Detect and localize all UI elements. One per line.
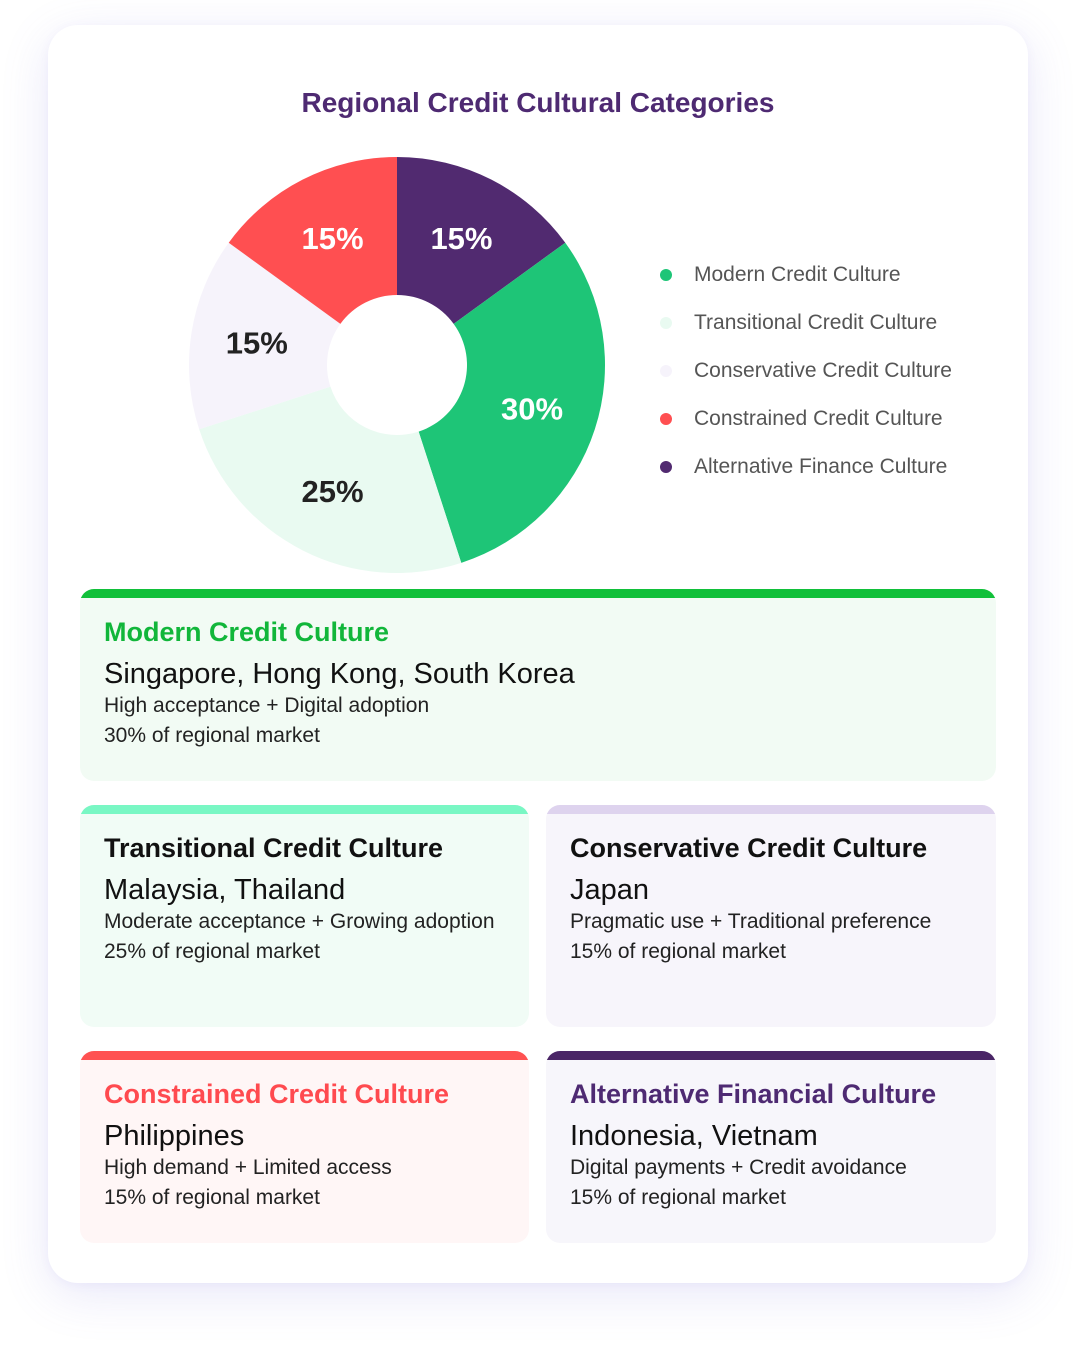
panel-regions: Malaysia, Thailand <box>104 874 346 906</box>
panel-description: High demand + Limited access <box>104 1156 392 1179</box>
panel-modern-credit-culture <box>80 589 996 781</box>
panel-market-share: 30% of regional market <box>104 724 320 747</box>
legend-dot <box>660 269 672 281</box>
panel-description: Digital payments + Credit avoidance <box>570 1156 907 1179</box>
legend-item-modern <box>660 251 952 299</box>
chart-title: Regional Credit Cultural Categories <box>301 87 775 118</box>
panel-title: Transitional Credit Culture <box>104 833 444 863</box>
legend-label: Conservative Credit Culture <box>694 359 952 382</box>
donut-chart <box>184 152 610 578</box>
pie-slice-label: 15% <box>301 220 364 256</box>
panel-accent-bar <box>80 1051 529 1060</box>
pie-slice-label: 25% <box>301 474 364 510</box>
legend-label: Alternative Finance Culture <box>694 455 948 478</box>
legend-item-alternative <box>660 443 952 491</box>
panel-conservative-credit-culture <box>546 805 996 1027</box>
panel-accent-bar <box>80 805 529 814</box>
panel-regions: Japan <box>570 874 650 906</box>
pie-slice-label: 30% <box>501 391 564 427</box>
panel-title: Alternative Financial Culture <box>570 1079 937 1109</box>
panel-regions: Indonesia, Vietnam <box>570 1120 818 1152</box>
panel-accent-bar <box>80 589 996 598</box>
panel-description: High acceptance + Digital adoption <box>104 694 430 717</box>
panel-market-share: 25% of regional market <box>104 940 320 963</box>
legend-item-conservative <box>660 347 952 395</box>
panel-accent-bar <box>546 805 996 814</box>
legend-dot <box>660 461 672 473</box>
legend-dot <box>660 413 672 425</box>
panel-description: Moderate acceptance + Growing adoption <box>104 910 495 933</box>
panel-market-share: 15% of regional market <box>570 1186 786 1209</box>
panel-market-share: 15% of regional market <box>570 940 786 963</box>
chart-legend <box>660 251 952 491</box>
legend-label: Transitional Credit Culture <box>694 311 938 334</box>
legend-label: Constrained Credit Culture <box>694 407 943 430</box>
panel-regions: Philippines <box>104 1120 245 1152</box>
panel-constrained-credit-culture <box>80 1051 529 1243</box>
panel-description: Pragmatic use + Traditional preference <box>570 910 932 933</box>
pie-slice-label: 15% <box>430 220 493 256</box>
legend-dot <box>660 317 672 329</box>
panel-title: Conservative Credit Culture <box>570 833 928 863</box>
panel-transitional-credit-culture <box>80 805 529 1027</box>
panel-regions: Singapore, Hong Kong, South Korea <box>104 658 575 690</box>
pie-slice-label: 15% <box>225 325 288 361</box>
legend-item-transitional <box>660 299 952 347</box>
panel-title: Constrained Credit Culture <box>104 1079 450 1109</box>
legend-label: Modern Credit Culture <box>694 263 901 286</box>
panel-alternative-financial-culture <box>546 1051 996 1243</box>
legend-item-constrained <box>660 395 952 443</box>
panel-accent-bar <box>546 1051 996 1060</box>
legend-dot <box>660 365 672 377</box>
panel-market-share: 15% of regional market <box>104 1186 320 1209</box>
panel-title: Modern Credit Culture <box>104 617 390 647</box>
